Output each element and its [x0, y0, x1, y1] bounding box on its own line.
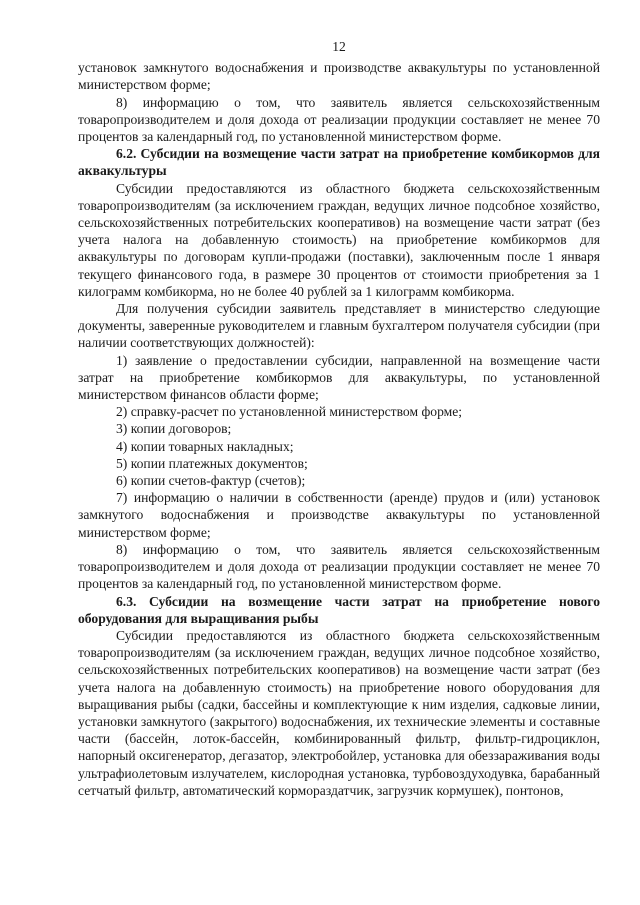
paragraph: 6) копии счетов-фактур (счетов);	[116, 473, 306, 489]
document-body	[78, 59, 600, 799]
paragraph: 8) информацию о том, что заявитель является сельскохозяйственным товаропроизводителем и доля дохода от реализации продукции составляет не менее 70 процентов за календарный год, по установленной министерством форме.	[78, 94, 600, 145]
paragraph: Субсидии предоставляются из областного бюджета сельскохозяйственным товаропроизводителям (за исключением граждан, ведущих личное подсобное хозяйство, сельскохозяйственных потребительских кооперативов) на возмещение части затрат (без учета налога на добавленную стоимость) на приобретение комбикормов для аквакультуры по договорам купли-продажи (поставки), заключенным после 1 января текущего финансового года, в размере 30 процентов от стоимости приобретения за 1 килограмм комбикорма, но не более 40 рублей за 1 килограмм комбикорма.	[78, 180, 600, 299]
paragraph: 4) копии товарных накладных;	[116, 438, 294, 454]
paragraph: Субсидии предоставляются из областного бюджета сельскохозяйственным товаропроизводителям (за исключением граждан, ведущих личное подсобное хозяйство, сельскохозяйственных потребительских кооперативов) на возмещение части затрат (без учета налога на добавленную стоимость) на приобретение нового оборудования для выращивания рыбы (садки, бассейны и комплектующие к ним изделия, садковые линии, установки замкнутого (закрытого) водоснабжения, их технические элементы и составные части (бассейн, лоток-бассейн, комбинированный фильтр, фильтр-гидроциклон, напорный оксигенератор, дегазатор, электробойлер, установка для обеззараживания воды ультрафиолетовым излучателем, кислородная установка, турбовоздуходувка, барабанный сетчатый фильтр, автоматический кормораздатчик, загрузчик кормушек), понтонов,	[78, 627, 600, 798]
paragraph: Для получения субсидии заявитель представляет в министерство следующие документы, заверенные руководителем и главным бухгалтером получателя субсидии (при наличии соответствующих должностей):	[78, 301, 600, 351]
section-heading: 6.3. Субсидии на возмещение части затрат на приобретение нового оборудования для выращивания рыбы	[78, 593, 600, 626]
paragraph: 5) копии платежных документов;	[116, 455, 308, 471]
paragraph: 7) информацию о наличии в собственности (аренде) прудов и (или) установок замкнутого водоснабжения и производстве аквакультуры по установленной министерством форме;	[78, 490, 600, 540]
paragraph: 8) информацию о том, что заявитель является сельскохозяйственным товаропроизводителем и доля дохода от реализации продукции составляет не менее 70 процентов за календарный год, по установленной министерством форме.	[78, 541, 600, 592]
paragraph: 2) справку-расчет по установленной министерством форме;	[116, 404, 463, 420]
paragraph: 1) заявление о предоставлении субсидии, направленной на возмещение части затрат на приобретение комбикормов для аквакультуры, по установленной министерством финансов области форме;	[78, 352, 600, 403]
paragraph: установок замкнутого водоснабжения и производстве аквакультуры по установленной министерством форме;	[78, 60, 600, 93]
paragraph: 3) копии договоров;	[116, 421, 232, 437]
section-heading: 6.2. Субсидии на возмещение части затрат на приобретение комбикормов для аквакультуры	[78, 146, 600, 179]
page-number: 12	[332, 39, 346, 54]
